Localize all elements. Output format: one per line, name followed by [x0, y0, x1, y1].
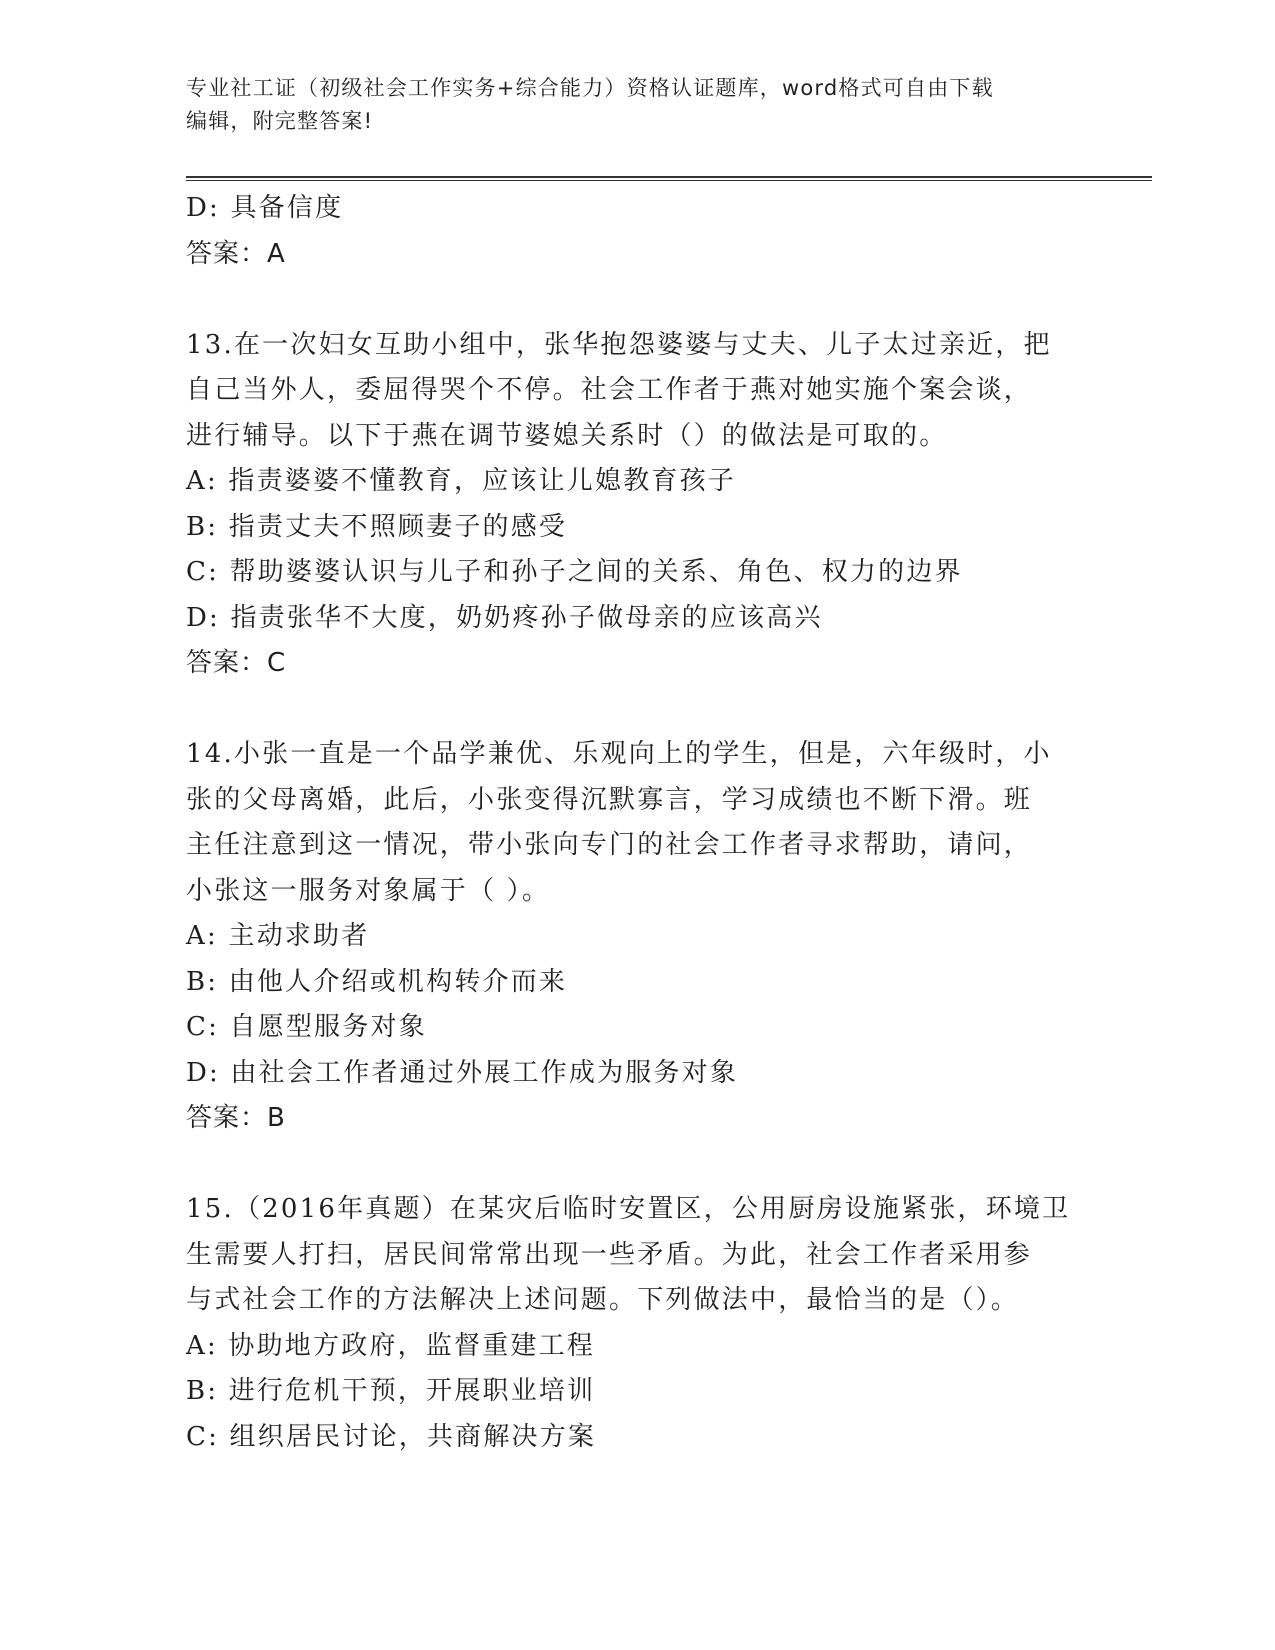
question-14-option-d: D: 由社会工作者通过外展工作成为服务对象 — [186, 1057, 739, 1088]
answer-prev: 答案：A — [186, 238, 286, 269]
question-14-answer: 答案：B — [186, 1103, 286, 1133]
question-13-line-3: 进行辅导。以下于燕在调节婆媳关系时（）的做法是可取的。 — [186, 420, 948, 451]
question-13-line-1: 13.在一次妇女互助小组中，张华抱怨婆婆与丈夫、儿子太过亲近，把 — [186, 329, 1052, 360]
question-15 — [186, 1187, 1086, 1460]
header-line-1: 专业社工证（初级社会工作实务+综合能力）资格认证题库，word格式可自由下载 — [186, 76, 994, 100]
question-13-option-a: A: 指责婆婆不懂教育，应该让儿媳教育孩子 — [186, 466, 737, 496]
question-15-option-a: A: 协助地方政府，监督重建工程 — [186, 1330, 596, 1361]
question-15-option-c: C: 组织居民讨论，共商解决方案 — [186, 1421, 597, 1452]
question-13-answer: 答案：C — [186, 648, 287, 678]
question-14-option-a: A: 主动求助者 — [186, 921, 370, 951]
question-14-option-c: C: 自愿型服务对象 — [186, 1012, 427, 1042]
question-15-line-1: 15.（2016年真题）在某灾后临时安置区，公用厨房设施紧张，环境卫 — [186, 1194, 1071, 1224]
question-14-line-4: 小张这一服务对象属于（ ）。 — [186, 875, 551, 906]
question-13-option-d: D: 指责张华不大度，奶奶疼孙子做母亲的应该高兴 — [186, 602, 823, 633]
spacer — [186, 1142, 1086, 1188]
spacer — [186, 277, 1086, 323]
question-15-line-2: 生需要人打扫，居民间常常出现一些矛盾。为此，社会工作者采用参 — [186, 1239, 1033, 1270]
question-13 — [186, 323, 1086, 687]
header-line-2: 编辑，附完整答案! — [186, 109, 374, 133]
question-14-option-b: B: 由他人介绍或机构转介而来 — [186, 966, 568, 997]
question-14-line-1: 14.小张一直是一个品学兼优、乐观向上的学生，但是，六年级时，小 — [186, 739, 1052, 769]
spacer — [186, 687, 1086, 733]
question-13-option-c: C: 帮助婆婆认识与儿子和孙子之间的关系、角色、权力的边界 — [186, 557, 963, 587]
question-content — [186, 186, 1086, 1460]
question-15-line-3: 与式社会工作的方法解决上述问题。下列做法中，最恰当的是（）。 — [186, 1285, 1020, 1315]
question-15-option-b: B: 进行危机干预，开展职业培训 — [186, 1376, 596, 1406]
question-14-line-2: 张的父母离婚，此后，小张变得沉默寡言，学习成绩也不断下滑。班 — [186, 784, 1033, 815]
question-14-line-3: 主任注意到这一情况，带小张向专门的社会工作者寻求帮助，请问， — [186, 830, 1033, 860]
question-14 — [186, 732, 1086, 1142]
option-d-prev: D: 具备信度 — [186, 193, 344, 223]
question-13-line-2: 自己当外人，委屈得哭个不停。社会工作者于燕对她实施个案会谈， — [186, 375, 1033, 405]
header-divider — [186, 176, 1152, 181]
question-13-option-b: B: 指责丈夫不照顾妻子的感受 — [186, 511, 568, 542]
document-header — [186, 72, 1086, 138]
